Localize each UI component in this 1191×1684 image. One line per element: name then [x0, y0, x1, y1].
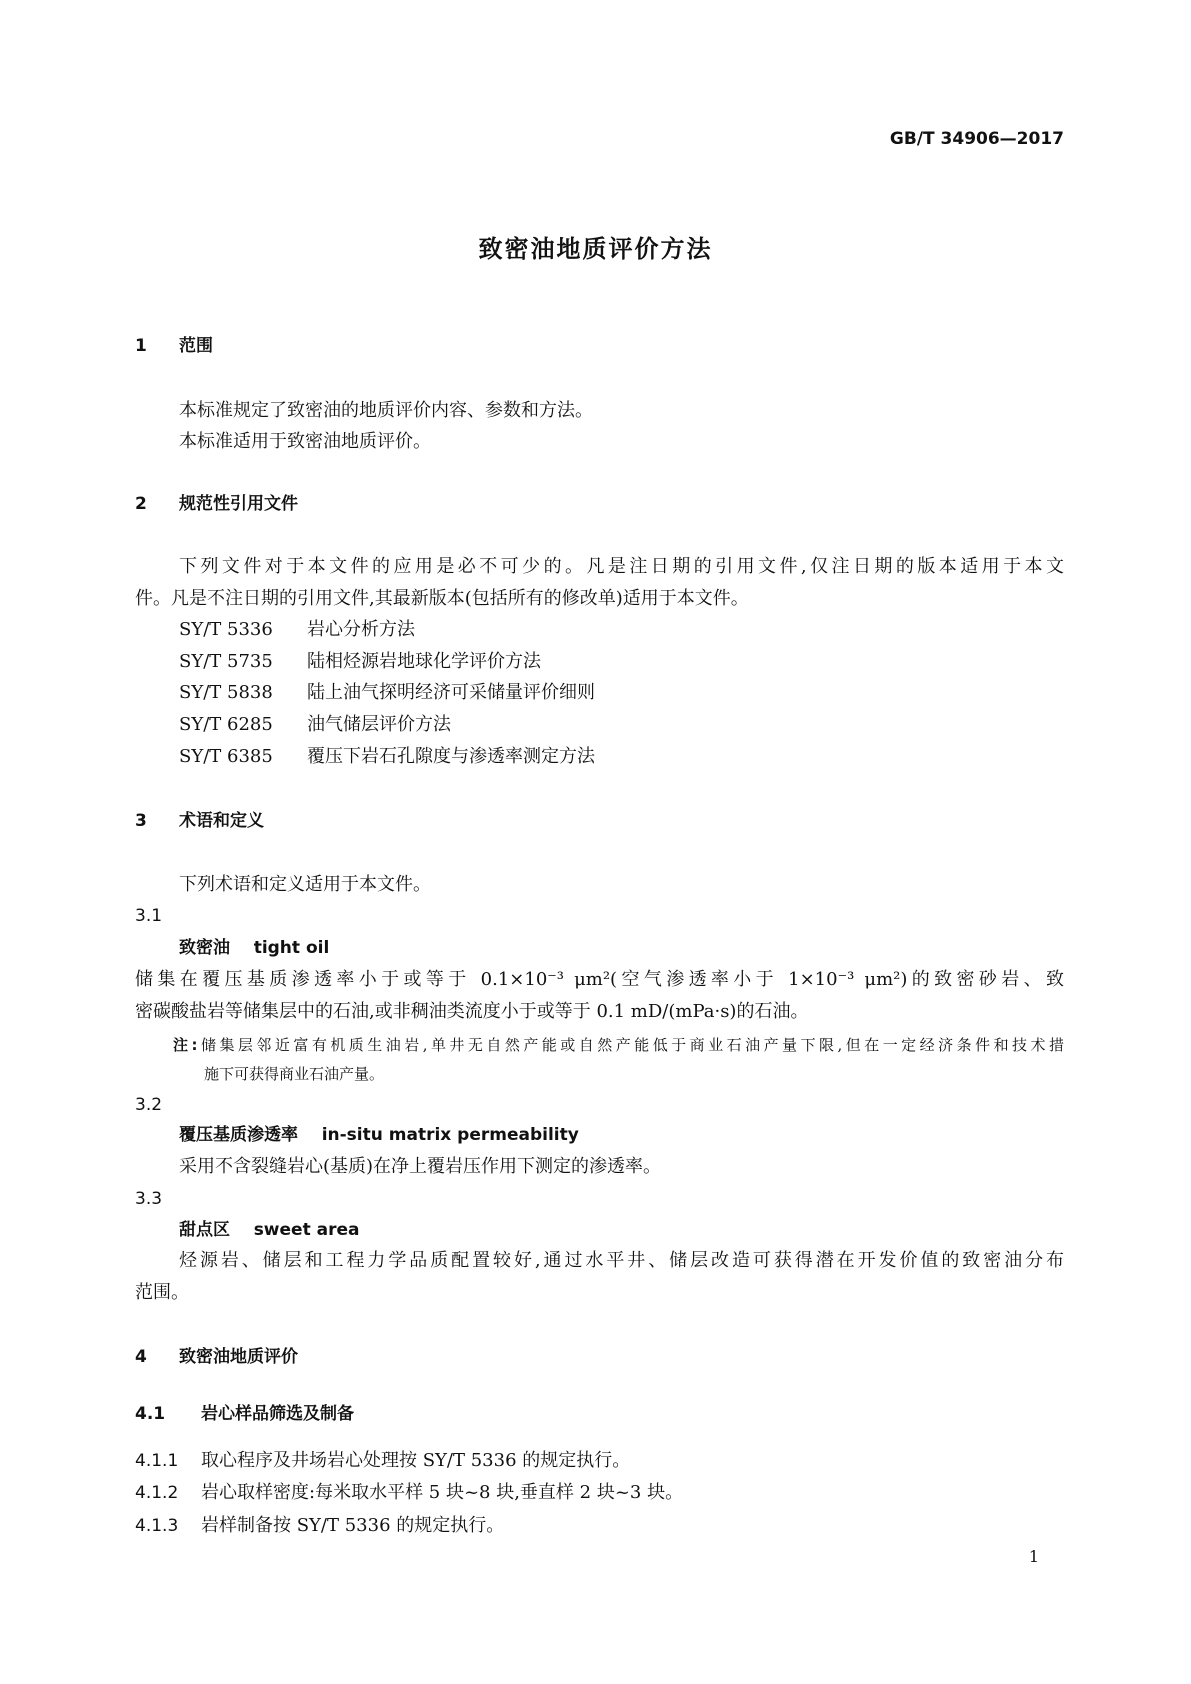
clause-item: 4.1.2 岩心取样密度:每米取水平样 5 块~8 块,垂直样 2 块~3 块。 [135, 1482, 684, 1503]
section-4-heading: 4 致密油地质评价 [135, 1347, 298, 1367]
clause-item: 4.1.1 取心程序及井场岩心处理按 SY/T 5336 的规定执行。 [135, 1450, 631, 1471]
paragraph: 本标准适用于致密油地质评价。 [179, 431, 431, 452]
reference-item: SY/T 5838 陆上油气探明经济可采储量评价细则 [179, 682, 595, 703]
term-number: 3.1 [135, 906, 163, 926]
term-number: 3.2 [135, 1095, 163, 1115]
note: 注:储集层邻近富有机质生油岩,单井无自然产能或自然产能低于商业石油产量下限,但在一定经济条件和技术措 [173, 1036, 1064, 1054]
definition: 范围。 [135, 1282, 189, 1303]
paragraph: 件。凡是不注日期的引用文件,其最新版本(包括所有的修改单)适用于本文件。 [135, 588, 749, 609]
clause-item: 4.1.3 岩样制备按 SY/T 5336 的规定执行。 [135, 1515, 505, 1536]
standard-code: GB/T 34906—2017 [889, 129, 1064, 149]
reference-item: SY/T 5735 陆相烃源岩地球化学评价方法 [179, 651, 541, 672]
reference-item: SY/T 6285 油气储层评价方法 [179, 714, 451, 735]
definition: 烃源岩、储层和工程力学品质配置较好,通过水平井、储层改造可获得潜在开发价值的致密油分布 [179, 1250, 1064, 1271]
paragraph: 下列术语和定义适用于本文件。 [179, 874, 431, 895]
term-heading: 甜点区 sweet area [179, 1220, 360, 1240]
section-3-heading: 3 术语和定义 [135, 811, 264, 831]
term-number: 3.3 [135, 1189, 163, 1209]
note: 施下可获得商业石油产量。 [204, 1065, 385, 1083]
term-heading: 覆压基质渗透率 in-situ matrix permeability [179, 1125, 579, 1145]
section-1-heading: 1 范围 [135, 336, 213, 356]
page-title: 致密油地质评价方法 [478, 235, 713, 263]
definition: 采用不含裂缝岩心(基质)在净上覆岩压作用下测定的渗透率。 [179, 1156, 662, 1177]
term-heading: 致密油 tight oil [179, 938, 330, 958]
reference-item: SY/T 5336 岩心分析方法 [179, 619, 415, 640]
definition: 储集在覆压基质渗透率小于或等于 0.1×10⁻³ μm²(空气渗透率小于 1×10⁻³ μm²)的致密砂岩、致 [135, 969, 1064, 990]
section-2-heading: 2 规范性引用文件 [135, 494, 298, 514]
reference-item: SY/T 6385 覆压下岩石孔隙度与渗透率测定方法 [179, 746, 595, 767]
paragraph: 下列文件对于本文件的应用是必不可少的。凡是注日期的引用文件,仅注日期的版本适用于本文 [179, 556, 1064, 577]
page-number: 1 [1028, 1547, 1039, 1566]
paragraph: 本标准规定了致密油的地质评价内容、参数和方法。 [179, 400, 593, 421]
subsection-heading: 4.1 岩心样品筛选及制备 [135, 1404, 354, 1424]
definition: 密碳酸盐岩等储集层中的石油,或非稠油类流度小于或等于 0.1 mD/(mPa·s)的石油。 [135, 1001, 809, 1022]
